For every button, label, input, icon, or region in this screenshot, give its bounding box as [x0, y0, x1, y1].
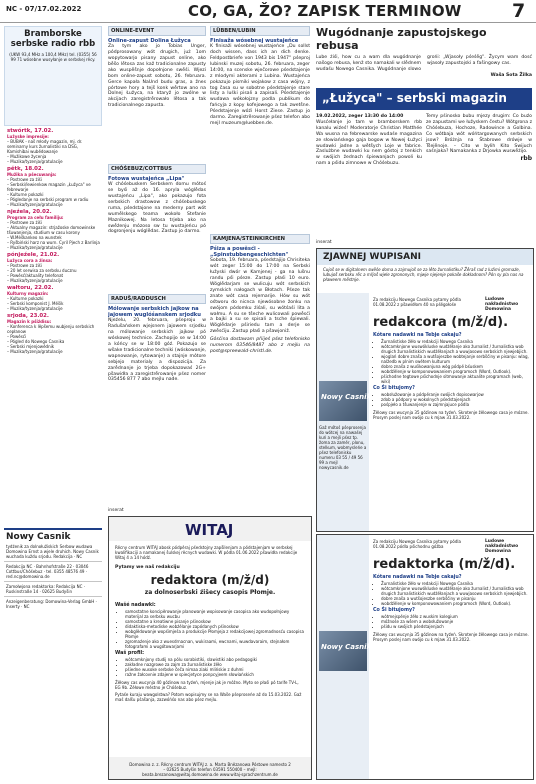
job-ad-tasks — [381, 339, 529, 384]
programme-item: – Mužikowe žycenja — [7, 154, 47, 159]
imprint-contact: Redakcija NC · Bahnhofstraße 22 · 03046 Cottbus/Chóśebuz · tel. 0355 48576 49 · red.nc@domowina.de — [6, 564, 89, 579]
job-ad-offer — [381, 392, 529, 407]
article-body: W chóśebuskem Serbskem domu mótoś se byśi až do 16. apryla wóglědas wustajeńcu „Lipa", ako pokazujo fota serbskich drastowow z chóśebuskego ruma, pśedstajone na mederny part wót wumělskego teama wokoło Stefanie Maznikowej. Na letosa trjeba ako na swěźenju mózoso sw tu wustajeńcu pó dogronjenju wóglědas. Zastup jo darmo. — [108, 182, 206, 235]
programme-item: – Kulturne pokazki — [7, 296, 44, 301]
programme-item: – Muzika/tyzenja/gratulacije — [7, 306, 63, 311]
programme-heading: Lužyske impresije: — [7, 134, 49, 139]
list-item: • Žurnalistiske žěło w redakciji Nowego Casnika — [381, 581, 529, 586]
witaj-tasks — [125, 609, 305, 649]
luzyca-date: 19.02.2022, zeger 13:30 do 14:00 — [316, 114, 404, 119]
list-item: • samostatne a kreatiwne pisanje pśinoskow — [125, 619, 305, 624]
programme-day: pónjeźele, 21.02. — [7, 252, 60, 258]
list-item: • wjoglań dobre znaša a wutšojeszbe wobtejanje serbšćiny w pisanju: wlag, nalžedb w plnim swětem kulturum — [381, 354, 529, 364]
nowy-casnik-logo: Nowy Casnik — [321, 393, 372, 401]
job-ad-offer-heading: Co Śi bitujomy? — [373, 386, 415, 391]
witaj-tasks-heading: Wašé nadawki: — [115, 603, 156, 608]
luzyca-text-2: Temy pśinosko bubu mjezy drugim: Co buźo ze zapustami we łužyskem čestu? Wótgrona z Chóśebuza, Hochozе, Radowince a Golbina. Co wótbaja wót wóńtargowanych serbskich jsow? Bróżnja na Štabrowe drówje w Tšejěnoje. – Cito w bylih Kito Swijuch saśnjaka? Namakanka z Drjowka wuswěźijo. — [426, 114, 532, 155]
witaj-position: redaktora (m/ž/d) — [150, 573, 270, 587]
witaj-ad — [108, 516, 312, 780]
domowina-logo: Ludowe nakładnistwo Domowina — [485, 539, 519, 554]
article-body: Sobota, 19. februara, pśedstajijo Chrisiteka wót zeger 15:00 do 17:00 na Serbski łužyski dwór w Kamjenej - ga na lušnu randu pśi pśeze. Zastup płaśi 10 euro. Wóglědarjam se wulicuju wót serbskich zymskich nałogach w Błotach. Pśeze tak znate wót casa rejemarije. Hów su wót ośtworu do nicnca njewósobne žonku na swójom pódomku źiśali, su wótśaśi lita a wałmu. A su se tšeche wulicowali powěsći a bajki a su se spisali a tsche śpiewali. Wóglědarje pśiriedu tam a derje se zwěsćiju. Zastup płaśi a pšawjoniž. — [210, 258, 310, 335]
list-item: • wobdźělenje w komponowowaniem programoch (Word, Outlook). — [381, 369, 529, 374]
list-item: • Žurnalistiske žěło w redakciji Nowego Casnika — [381, 339, 529, 344]
rebus-title: Wugódnanje zapustojskego rebusa — [316, 26, 487, 52]
programme-item: – Muzika/tyzenja/gratulacije — [7, 349, 63, 354]
list-item: • móžnośe za wšem a wobsłužowanje — [381, 619, 529, 624]
nowy-casnik-logo: Nowy Casnik — [321, 643, 372, 651]
programme-item: – Ryšbiński harz na wurn. Cyril Pjech z Barlinja — [7, 240, 100, 245]
inserat-label: inserat — [108, 508, 124, 513]
luzyca-article — [316, 88, 532, 238]
imprint-text: tydźenik za dolnołužiskich Serbow wudawa Domowina Ernst a wjele druhich. Nowy Casnik wuchada kuždu srjodu. Redakcija · NC — [6, 544, 99, 559]
column-events-2 — [210, 26, 310, 506]
article-title: Fotowa wustajeńca „Lipa" — [108, 176, 185, 182]
job-ad-foot: Żělowy cas wucynja 35 góźinow na tyźeń. Skrotenje žělowego casa je mózne. Prosym poslej nam swójo cu k mjaw 31.03.2022. — [373, 410, 529, 420]
list-item: • wótcamknjony studij na pólu sorabistiki, slawistiki abo pedagogiki — [125, 657, 305, 662]
programme-item: – W.Mėškankeo na wunstek — [7, 235, 62, 240]
job-ad-offer-heading: Co Śi bitujomy? — [373, 608, 415, 613]
programme-item: – Serbski/lewienkow magazin „Łužyca" ve febrewarje — [7, 182, 91, 192]
list-item: • dobre znaša a wutšojeszbe serbšćiny w pisanju — [381, 596, 529, 601]
programme-day: njeźela, 20.02. — [7, 209, 52, 215]
witaj-foot: Źěłowy cas wucynja 40 góźinow na tyźeń, mjenje jak je móžno. Myto se płaśi pó tarife TV-L, EG 9b. Zěłowe městno je Chóśebuz. — [115, 680, 299, 690]
programme-item: – BUBAK - naš młody magazin, mj. dr. seminarny kurs žurnalistiki na DSG, Kamishibai wubědowanje — [7, 139, 83, 154]
programme-day: pětk, 18.02. — [7, 166, 44, 172]
list-item: • pśiedne wusoke serbske čeča nimaa ziaki mlińskie z duhmi — [125, 667, 305, 672]
list-item: • wótmejspěnje źěło z wuskim kolegium — [381, 614, 529, 619]
programme-item: – Postrowe za źiśi — [7, 220, 42, 225]
article-body: K finisaži wósebnej wustajeńce „Du sollst doch wissen, dass ich an dich denke. Feldpostbriefe von 1943 bis 1947" pśeproj lubinski muzej sobotu, 26. februara, zeger 14:00, na scenske wječorowe pśedstajenje z mlodymi akterami z Lubina. Wustajeńca pokazujo pismiki wojakow z casa wójny, z tog časa su w sobotne pśedstajenje stare listy a luśki pisali a zapisali. Pśedstajenje wudawa wókołojzny podla publikum do fańcyja z kopy kofejowego a tak zwetšne. Pśedstajenje wóźi Horst Ziese. Zastup jo darmo. Zaregistrěrowanje pśez telefon abo mejl muzeum@luebben.de. — [210, 44, 310, 126]
job-ad-foot: Żělowy cas wucynja 35 góźinow na tyźeń. Skrotenje žělowego casa je mózne. Prosym poslej nam swójo cu k mjaw 31.03.2022. — [373, 632, 529, 642]
article-title: Pśiza a powěsći - „Spinstubbengeschichten" — [210, 246, 289, 259]
programme-item: – Kulturne pokazki — [7, 192, 44, 197]
programme-item: – Pógledanje na serbski program w radiu — [7, 197, 89, 202]
list-item: • wobsłužowanje a pódpěranje swójich dopisowarjow — [381, 392, 529, 397]
list-item: • pśidu w swójich pśedstajenjach — [381, 624, 529, 629]
section-lubben: LÜBBEN/LUBIN — [210, 26, 310, 36]
page-number: 7 — [512, 0, 526, 22]
programme-heading: Program za cełu familiju: — [7, 215, 64, 220]
job-ad-body: Za redakciju Nowego Casnika pytamy pódla 01.08.2022 pódla pśichodnu góźba — [373, 539, 461, 549]
imprint-contact3: Anzeigenberatung: Domowina-Verlag GmbH · Inserty · NC — [6, 599, 97, 609]
article-body: Njeźelu, 20. februara, pśeproju w Radušańskem wjejsnem jajowem srjodku na mólowanje serbskich jajkow pó wóskowej technice. Zachopijo se w 14:00 a kóńcy se w 18:00 góź. Pokazujo se wšake tradicionalne techniki (wóskowanje, wapnowanje, rytowanje) a stajnje mótore sebjejo materialy a dispozicija. Za zarědnanje jo trjeba dopokazowaś 2G+ pšawidła a zaregistrěrowanje pśez nomer 035456 877 7 abo mejlu nade. — [108, 318, 206, 383]
section-cottbus: CHÓŚEBUZ/COTTBUS — [108, 164, 206, 174]
list-item: • wótcamknjone wuswókluske wudźěłanje ako žurnalist / žurnalistka wob drugich žurnalistiskich wudźěłanjach a wuwjasowo serbskich njewjebjich. — [381, 586, 529, 596]
programme-item: – Muzika/tyzenja/gratulacije — [7, 202, 63, 207]
radio-column — [4, 26, 102, 520]
programme-item: – Muzika/tyzenja/gratulacije — [7, 245, 63, 250]
list-item: • wobdźělenje w komponowowaniem programoch (Word, Outlook). — [381, 601, 529, 606]
list-item: • didaktiska-metodiske wobźělanje zapódanych pśinoskow — [125, 624, 305, 629]
job-ad-2 — [316, 534, 534, 780]
programme-item: – Aktualny magazin: strjažoske domowinske tšuwanjenja, studium w casu korony — [7, 225, 96, 235]
job-ad-tasks-heading: Kótare nadawki na Tebje cakaju? — [373, 575, 462, 580]
section-radus: RADUŠ/RADDUSCH — [108, 294, 206, 304]
article-title: Finisaža wósebnej wustajeńce — [210, 38, 299, 44]
programme-item: – Powěsć/aktuality telefonat — [7, 273, 64, 278]
job-ad-title: ZJAWNEJ WUPISANI — [323, 252, 422, 262]
page-title: CO, GA, ŽO? ZAPISK TERMINOW — [188, 2, 462, 20]
list-item: • pośpjeło a tšuwanjenje w zajmnjajuce pódla — [381, 402, 529, 407]
programme-heading: Magazin k pśiźdisu: — [7, 319, 52, 324]
rbb-logo: rbb — [520, 155, 532, 163]
list-item: • zgromaźenje ako z wuesdrnacnan, wukiraami, ewcnami, wuwdavaraim, stejnałom fotografami a wugótowarjami — [125, 639, 305, 649]
article-title: Online-zapust Dolina Łužyca — [108, 38, 191, 44]
imprint — [4, 528, 102, 780]
job-ad-1 — [316, 248, 534, 532]
imprint-title: Nowy Casnik — [6, 532, 71, 542]
radio-programme — [7, 126, 101, 354]
rebus-sign: Waša Sota Žilka — [490, 72, 532, 78]
programme-day: srjoda, 23.02. — [7, 313, 49, 319]
programme-item: – Postrowe za źiśi — [7, 263, 42, 268]
job-ad-position: redakcora (m/ž/d). — [373, 315, 509, 330]
programme-item: – Muzika/tyzenja/gratulacije — [7, 159, 63, 164]
radio-lead: (UKW 93,4 MHz a 100,4 MHz) tel. (0355) 56 99 71 wósebne wusyłanje w serbskej rěcy. — [9, 52, 97, 62]
list-item: • dobro znaša z wuśikowanjuna wóg pódpě bśuskem — [381, 364, 529, 369]
programme-item: – 20 let serwisa za serbsku ducznu — [7, 268, 77, 273]
programme-item: – Pógled do Nowego Casnika — [7, 339, 65, 344]
witaj-pytamy: Pytamy we naš redakciju — [115, 565, 180, 570]
job-ad-offer — [381, 614, 529, 629]
witaj-foot2: Pytaśe kuraju wawgolstwa? Potom wopisujmy se na Waše pśeproseńe až do 15.03.2022. Gaž maś dalšu pśašanja, zazwóńśo nas abo pśez mejlu. — [115, 692, 302, 702]
rebus-article — [316, 26, 532, 86]
programme-item: – Powěsći — [7, 334, 27, 339]
job-ad-side: Gaž mótoś pśeprosenja do wótcej na nawaśej kuń a mejli pśez tp. žoma za zaměr, plonu, stelkum, wobmysleńe a pśez telefonisku numeru 03 55 / 49 56 99 a mejl nowycasnik.de — [319, 425, 367, 470]
luzyca-text-1: Wusćełanje jo tam w bramborskem rbb kanalu wiźeś! Moderatorje Christian Matthée Wa wusna na febrewarske wudaśe magazina ze słowiańskego gaja bogow w Nowej Łužyci wudawki jadne a wětšych Loje w fabrice. Zaslużbne wudawki ku nem góstoj z tenkich w swójich žednach śpiewanjach powoli ku nam a pśidu zimnowe w Chóśebuzu. — [316, 119, 422, 167]
programme-day: wałtoru, 22.02. — [7, 285, 54, 291]
column-events-1 — [108, 26, 206, 506]
programme-heading: Kulturny magazin: — [7, 291, 49, 296]
programme-heading: Mužika a pśecuwanja: — [7, 172, 57, 177]
luzyca-title: „Łužyca" – serbski magazin — [322, 91, 507, 105]
list-item: • wobglědowanje wopśimjeśa a produkcije Płomjeja z redakcijowej zgromadnosću casopisa Płomje — [125, 629, 305, 639]
page-header — [0, 0, 536, 23]
witaj-profile-heading: Waš profil: — [115, 651, 145, 656]
programme-item: – Muzika/tyzenja/gratulacije — [7, 278, 63, 283]
article-body: Za tym ako jo Tobias Unger, pódprosowany wót drugich, już 1om wopytowarjo pisany zapust online, ako běšo lětosa zas kaž tradicionalne zapusty ako wuspěšnje dopołnjone swěśi. Wjezi bom online-zapust sobotu, 26. februara. Gerce kapała NaUnd budu gras, a žnes pórtowe hory a tejš konk wěrtow ano na Dolnej Łužyca, na ktaryž jo zwólne w akcijach zaregistrěrowało lětosa a tak tradicionalnego zapusta. — [108, 44, 206, 109]
programme-item: – Konferenca k lěpšemu wubjenju serbskich cepłanow — [7, 324, 95, 334]
section-steinkirchen: KAMJENA/STEINKIRCHEN — [210, 234, 310, 244]
imprint-contact2: Zamołwjona redaktorka: Redakcija NC · Ruskinstraße 14 · 02625 Budyšin — [6, 584, 85, 594]
list-item: • zdob a pódpory w wokolnych pśedstajenjach — [381, 397, 529, 402]
domowina-logo: Ludowe nakładnistwo Domowina — [485, 297, 519, 312]
article-contact: Gósćina dostawam přiijeś pśez telefonisko numerom 03546/8487 abo z mejlu na post@spreewald-christl.de. — [210, 337, 310, 354]
programme-heading: Lužyca cora a źinsa: — [7, 258, 53, 263]
programme-item: – Postrowe za źiśi — [7, 177, 42, 182]
section-online-event: ONLINE-EVENT — [108, 26, 206, 36]
article-title: Mólowanje serbskich jajkow na jajowem wuglóśanskem srjodku — [108, 306, 201, 319]
inserat-label: inserat — [316, 240, 332, 245]
list-item: • wótcamknjone wuswókluske wudźěłanje ako žurnalist / žurnalistka wob drugich žurnalistiskich wudźěłanjach a wuwjasowo serbskich njewjebjich. — [381, 344, 529, 354]
witaj-position-sub: za dolnoserbski źišecy casopis Płomje. — [144, 589, 276, 596]
nowy-casnik-image — [319, 381, 367, 421]
list-item: • samostatne koncipěrowanje planowanje wopisowanje casopisa ako wudopołnjowy materijal za serbsku wucbu — [125, 609, 305, 619]
list-item: • pśichodne tegtowe pśichodnje sitmowanje aktualite programach (web, wiki) — [381, 374, 529, 384]
job-ad-tasks-heading: Kótare nadawki na Tebje cakaju? — [373, 333, 462, 338]
programme-item: – Serbski mjenjowědnik — [7, 344, 55, 349]
list-item: • ražne žałcovnie zdajene w spiecjetyce ponpcyjeem słowiańskich — [125, 672, 305, 677]
programme-day: stwórtk, 17.02. — [7, 128, 54, 134]
witaj-address: Domowina z. z. Rěcny centrum WITAJ z. a. Marta Bnězanowa Póstowe namesto 2 – 02625 Budyšin telefon 03591 550400 – mejl: beata.brezanowa@witaj.domowina.de www.witaj-sprachzentrum.de — [129, 762, 291, 777]
job-ad-intro: Cujoš se w digitalnem swěśe doma a zajmujoš se za lěto žurnalistiku? Žěraš rad z luźimi gromaźe, lubujoš serbsku rěc a mřjoš wjele zgrononych, mjwje njejenje pokaše dokładnom? Pón sy pla nas na pławeem městnje. — [323, 267, 524, 282]
job-ad-tasks — [381, 581, 529, 606]
programme-item: – Serbski komponist J. Měšik — [7, 301, 64, 306]
radio-title: Bramborske serbske radio rbb — [10, 29, 96, 49]
list-item: • zakładne nazgrowe za zajm za žurnalistiske źěło — [125, 662, 305, 667]
job-ad-body: Za redakciju Nowego Casnika pytamy pódla 01.08.2022 z pšawidłom 40 na pśěgołośe — [373, 297, 461, 307]
rebus-text: Lube źiśi, how cu a wam dla wugódnanje našogo rebusa, kenž sto namakali w slědnem wudaśu Nowego Casnika. Wugódnanje slowo grońi: „Wjasoły pśeśěg". Žycym wam dosć wjasoły zapustojski a fašingowy cas. — [316, 55, 532, 72]
job-ad-position: redaktorka (m/ž/d). — [373, 557, 516, 572]
witaj-profile — [125, 657, 305, 677]
witaj-intro: Rěcny centrum WITAJ abosk pódpěraj pśedstojny zapšilenjam a pódstajenjam w serbskej kwalifikaciji a namakanej šulskej rěcnych wudawki. W pódla 01.06.2022 pšawidła redakcije Witaj 4 a 14 hódź. — [115, 545, 298, 560]
issue-label: NC - 07/17.02.2022 — [6, 5, 82, 13]
witaj-logo: WITAJ — [185, 521, 234, 539]
